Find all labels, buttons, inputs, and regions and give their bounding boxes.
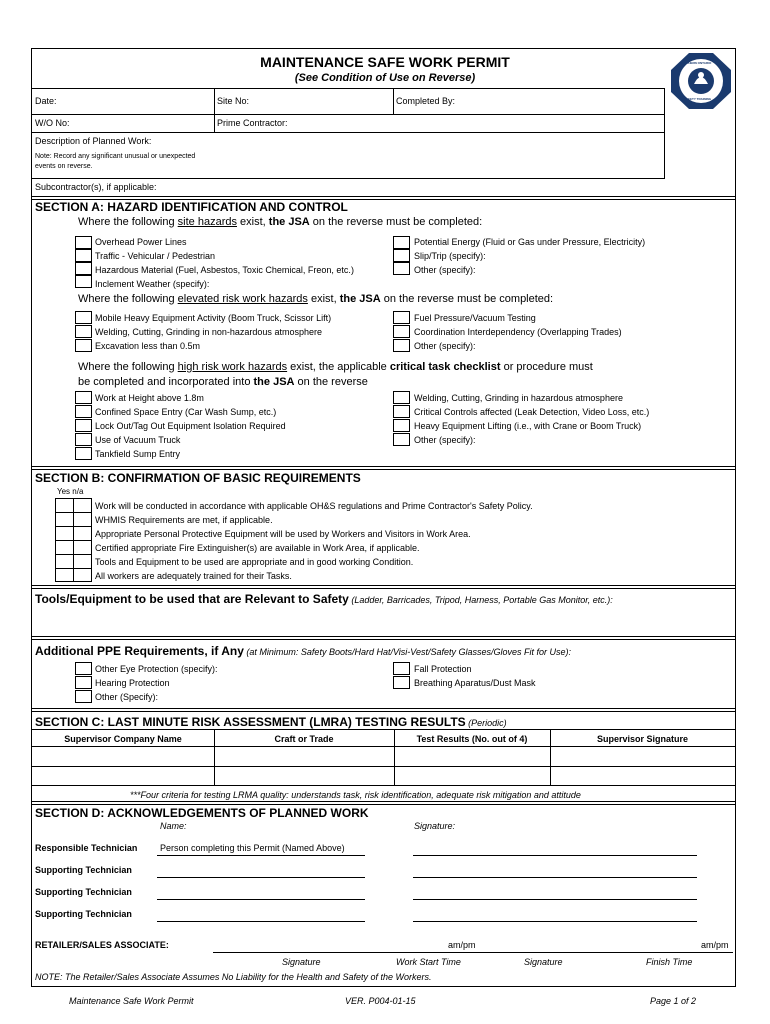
retailer-line[interactable]: [213, 952, 733, 953]
list-item: Hazardous Material (Fuel, Asbestos, Toxic Chemical, Freon, etc.): [95, 265, 354, 275]
finish-ampm: am/pm: [701, 940, 729, 950]
site-no-field[interactable]: Site No:: [217, 96, 250, 106]
date-field[interactable]: Date:: [35, 96, 57, 106]
yes-na-grid: [55, 498, 92, 582]
lmra-criteria: ***Four criteria for testing LRMA quality: understands task, risk identification, adequate risk mitigation and attitude: [130, 790, 581, 800]
column-header: Supervisor Company Name: [64, 734, 182, 744]
responsible-signature-line[interactable]: [413, 855, 697, 856]
checkbox[interactable]: [75, 676, 92, 689]
checkbox[interactable]: [75, 419, 92, 432]
checkbox[interactable]: [393, 339, 410, 352]
checkbox[interactable]: [75, 447, 92, 460]
start-ampm: am/pm: [448, 940, 476, 950]
supporting-signature-line[interactable]: [413, 877, 697, 878]
responsible-technician-name[interactable]: Person completing this Permit (Named Above): [160, 843, 345, 853]
supporting-name-line[interactable]: [157, 899, 365, 900]
list-item: Hearing Protection: [95, 678, 170, 688]
list-item: Heavy Equipment Lifting (i.e., with Crane or Boom Truck): [414, 421, 642, 431]
retailer-label: RETAILER/SALES ASSOCIATE:: [35, 940, 169, 950]
checkbox[interactable]: [393, 662, 410, 675]
section-b-title: SECTION B: CONFIRMATION OF BASIC REQUIREMENTS: [35, 471, 361, 485]
checkbox[interactable]: [393, 236, 410, 249]
checkbox[interactable]: [393, 419, 410, 432]
checkbox[interactable]: [75, 249, 92, 262]
supporting-signature-line[interactable]: [413, 921, 697, 922]
list-item: Coordination Interdependency (Overlapping Trades): [414, 327, 622, 337]
responsible-technician-label: Responsible Technician: [35, 843, 138, 853]
liability-note: NOTE: The Retailer/Sales Associate Assumes No Liability for the Health and Safety of the Workers.: [35, 972, 432, 982]
column-header: Supervisor Signature: [596, 734, 689, 744]
list-item: Confined Space Entry (Car Wash Sump, etc.): [95, 407, 277, 417]
prime-contractor-field[interactable]: Prime Contractor:: [217, 118, 288, 128]
checkbox[interactable]: [393, 262, 410, 275]
elevated-hazards-intro: Where the following elevated risk work hazards exist, the JSA on the reverse must be completed:: [78, 293, 554, 305]
checkbox[interactable]: [75, 662, 92, 675]
checkbox[interactable]: [75, 275, 92, 288]
checkbox[interactable]: [393, 433, 410, 446]
list-item: WHMIS Requirements are met, if applicable.: [95, 515, 273, 525]
high-risk-intro: Where the following high risk work hazards exist, the applicable critical task checklist or procedure must be completed and incorporated into the JSA on the reverse: [78, 361, 593, 388]
list-item: Overhead Power Lines: [95, 237, 187, 247]
checkbox[interactable]: [75, 391, 92, 404]
caption-finish-time: Finish Time: [646, 957, 693, 967]
list-item: Slip/Trip (specify):: [414, 251, 486, 261]
list-item: Other (Specify):: [95, 692, 159, 702]
list-item: All workers are adequately trained for their Tasks.: [95, 571, 292, 581]
logo: [670, 52, 732, 110]
checkbox[interactable]: [75, 339, 92, 352]
supporting-technician-label: Supporting Technician: [35, 887, 132, 897]
list-item: Certified appropriate Fire Extinguisher(s) are available in Work Area, if applicable.: [95, 543, 420, 553]
section-c-title: SECTION C: LAST MINUTE RISK ASSESSMENT (LMRA) TESTING RESULTS (Periodic): [35, 715, 507, 729]
checkbox[interactable]: [75, 262, 92, 275]
yes-na-header: Yes n/a: [57, 487, 84, 496]
list-item: Inclement Weather (specify):: [95, 279, 210, 289]
supporting-name-line[interactable]: [157, 921, 365, 922]
list-item: Other (specify):: [414, 265, 476, 275]
logo-text-bottom: SAFETY TRAINING: [684, 97, 712, 101]
list-item: Appropriate Personal Protective Equipment will be used by Workers and Visitors in Work Area.: [95, 529, 471, 539]
note-line-2: events on reverse.: [35, 163, 93, 170]
list-item: Other (specify):: [414, 341, 476, 351]
list-item: Work will be conducted in accordance with applicable OH&S regulations and Prime Contractor's Safety Policy.: [95, 501, 533, 511]
list-item: Work at Height above 1.8m: [95, 393, 204, 403]
supporting-technician-label: Supporting Technician: [35, 865, 132, 875]
checkbox[interactable]: [75, 433, 92, 446]
footer-center: VER. P004-01-15: [345, 996, 416, 1006]
subcontractors-field[interactable]: Subcontractor(s), if applicable:: [35, 182, 157, 192]
column-header: Craft or Trade: [274, 734, 334, 744]
list-item: Critical Controls affected (Leak Detection, Video Loss, etc.): [414, 407, 650, 417]
logo-text-top: SOUTHERN ONTARIO: [680, 61, 712, 65]
completed-by-field[interactable]: Completed By:: [396, 96, 456, 106]
list-item: Other Eye Protection (specify):: [95, 664, 218, 674]
column-header: Test Results (No. out of 4): [416, 734, 528, 744]
caption-work-start: Work Start Time: [396, 957, 461, 967]
list-item: Other (specify):: [414, 435, 476, 445]
checkbox[interactable]: [75, 405, 92, 418]
list-item: Use of Vacuum Truck: [95, 435, 181, 445]
list-item: Fuel Pressure/Vacuum Testing: [414, 313, 536, 323]
checkbox[interactable]: [393, 249, 410, 262]
signature-label: Signature:: [414, 821, 456, 831]
caption-signature-2: Signature: [524, 957, 563, 967]
list-item: Potential Energy (Fluid or Gas under Pressure, Electricity): [414, 237, 646, 247]
checkbox[interactable]: [393, 676, 410, 689]
list-item: Welding, Cutting, Grinding in non-hazardous atmosphere: [95, 327, 322, 337]
supporting-signature-line[interactable]: [413, 899, 697, 900]
site-hazards-intro: Where the following site hazards exist, the JSA on the reverse must be completed:: [78, 216, 483, 228]
checkbox[interactable]: [75, 325, 92, 338]
page-subtitle: (See Condition of Use on Reverse): [294, 72, 476, 84]
list-item: Mobile Heavy Equipment Activity (Boom Truck, Scissor Lift): [95, 313, 332, 323]
list-item: Tankfield Sump Entry: [95, 449, 181, 459]
tools-equipment-heading[interactable]: Tools/Equipment to be used that are Relevant to Safety (Ladder, Barricades, Tripod, Harness, Portable Gas Monitor, etc.):: [35, 592, 613, 606]
caption-signature: Signature: [282, 957, 321, 967]
checkbox[interactable]: [393, 325, 410, 338]
checkbox[interactable]: [75, 311, 92, 324]
checkbox[interactable]: [393, 391, 410, 404]
checkbox[interactable]: [393, 405, 410, 418]
footer-right: Page 1 of 2: [650, 996, 697, 1006]
page-title: MAINTENANCE SAFE WORK PERMIT: [260, 54, 510, 70]
description-field[interactable]: Description of Planned Work:: [35, 136, 152, 146]
supporting-technician-label: Supporting Technician: [35, 909, 132, 919]
wo-no-field[interactable]: W/O No:: [35, 118, 70, 128]
supporting-name-line[interactable]: [157, 877, 365, 878]
ppe-heading: Additional PPE Requirements, if Any (at Minimum: Safety Boots/Hard Hat/Visi-Vest/Safety Glasses/Gloves Fit for Use):: [35, 644, 572, 658]
list-item: Fall Protection: [414, 664, 472, 674]
list-item: Excavation less than 0.5m: [95, 341, 201, 351]
list-item: Breathing Aparatus/Dust Mask: [414, 678, 536, 688]
list-item: Lock Out/Tag Out Equipment Isolation Required: [95, 421, 286, 431]
list-item: Tools and Equipment to be used are appropriate and in good working Condition.: [95, 557, 414, 567]
list-item: Welding, Cutting, Grinding in hazardous atmosphere: [414, 393, 623, 403]
name-label: Name:: [160, 821, 187, 831]
note-line-1: Note: Record any significant unusual or unexpected: [35, 153, 196, 160]
list-item: Traffic - Vehicular / Pedestrian: [95, 251, 216, 261]
checkbox[interactable]: [75, 236, 92, 249]
checkbox[interactable]: [75, 690, 92, 703]
checkbox[interactable]: [393, 311, 410, 324]
section-a-title: SECTION A: HAZARD IDENTIFICATION AND CONTROL: [35, 200, 348, 214]
section-d-title: SECTION D: ACKNOWLEDGEMENTS OF PLANNED WORK: [35, 806, 369, 820]
footer-left: Maintenance Safe Work Permit: [69, 996, 194, 1006]
